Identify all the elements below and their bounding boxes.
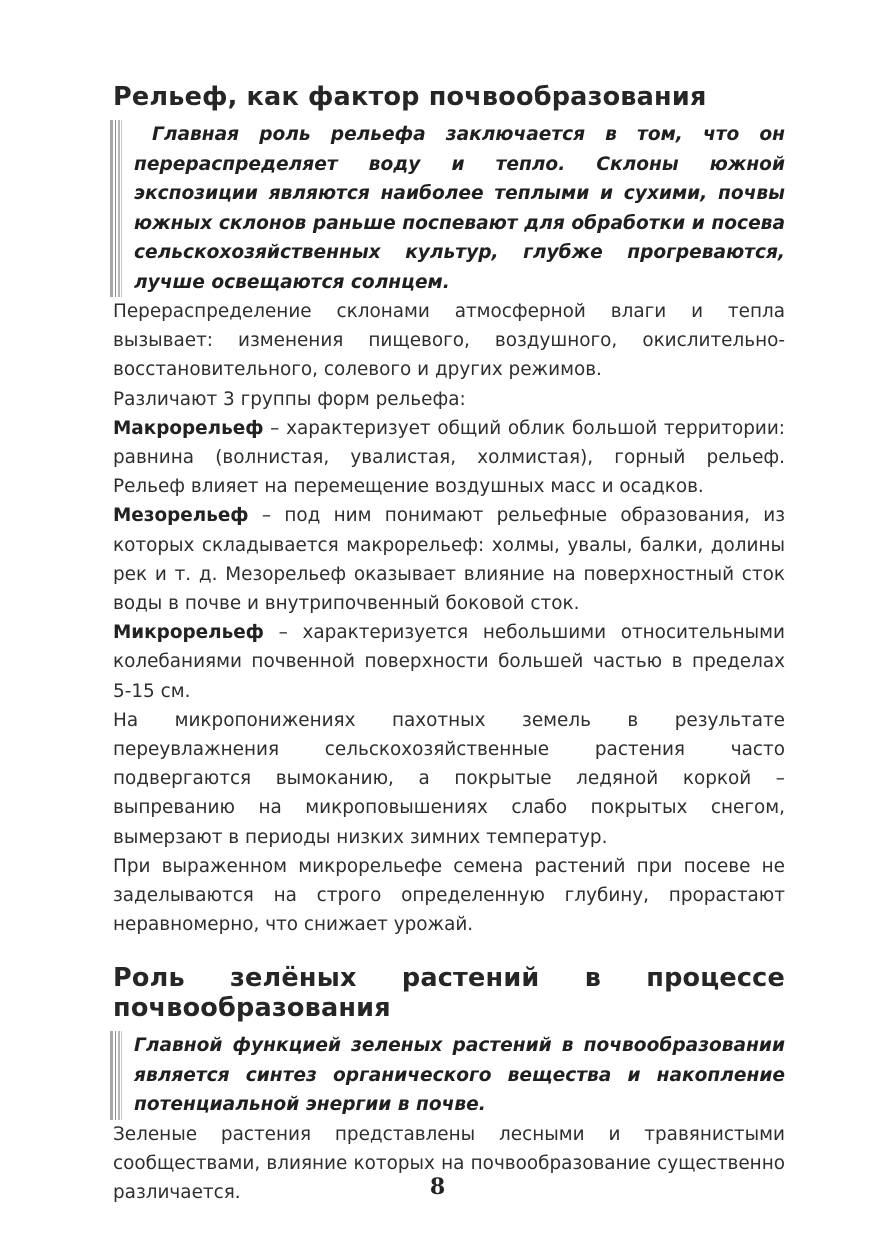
paragraph-microrelief xyxy=(113,618,785,706)
mesorelief-definition: – под ним понимают рельефные образования, из которых складывается макрорельеф: холмы, увалы, балки, долины рек и т. д. Мезорельеф оказывает влияние на поверхностный сток воды в почве и внутрипочвенный боковой сток. xyxy=(113,505,785,615)
paragraph-seeding: При выраженном микрорельефе семена растений при посеве не заделываются на строго определенную глубину, прорастают неравномерно, что снижает урожай. xyxy=(113,855,785,936)
callout-bar-decoration xyxy=(110,120,122,297)
paragraph-macrorelief xyxy=(113,414,785,502)
paragraph-mesorelief xyxy=(113,501,785,618)
macrorelief-definition: – характеризует общий облик большой территории: равнина (волнистая, увалистая, холмистая), горный рельеф. Рельеф влияет на перемещение воздушных масс и осадков. xyxy=(113,417,785,498)
paragraph-groups: Различают 3 группы форм рельефа: xyxy=(113,388,466,410)
callout-green-plants-text: Главной функцией зеленых растений в почвообразовании является синтез органического вещества и накопление потенциальной энергии в почве. xyxy=(134,1035,785,1116)
paragraph-micro-depressions: На микропонижениях пахотных земель в результате переувлажнения сельскохозяйственные растения часто подвергаются вымоканию, а покрытые ледяной коркой – выпреванию на микроповышениях слабо покрытых снегом, вымерзают в периоды низких зимних температур. xyxy=(113,709,785,848)
microrelief-definition: – характеризуется небольшими относительными колебаниями почвенной поверхности большей частью в пределах 5-15 см. xyxy=(113,622,785,702)
term-mesorelief: Мезорельеф xyxy=(113,505,249,527)
callout-bar-decoration xyxy=(110,1031,122,1120)
section-title-green-plants: Роль зелёных растений в процессе почвообразования xyxy=(113,963,785,1024)
term-macrorelief: Макрорельеф xyxy=(113,417,264,439)
callout-relief xyxy=(110,120,785,297)
paragraph-redistribution: Перераспределение склонами атмосферной влаги и тепла вызывает: изменения пищевого, воздушного, окислительно-восстановительного, солевого и других режимов. xyxy=(113,301,785,381)
paragraph-green-plants: Зеленые растения представлены лесными и травянистыми сообществами, влияние которых на почвообразование существенно различается. xyxy=(113,1123,785,1204)
page-number: 8 xyxy=(429,1174,446,1200)
page-content xyxy=(113,82,785,1208)
callout-relief-text: Главная роль рельефа заключается в том, что он перераспределяет воду и тепло. Склоны южной экспозиции являются наиболее теплыми и сухими, почвы южных склонов раньше поспевают для обработки и посева сельскохозяйственных культур, глубже прогреваются, лучше освещаются солнцем. xyxy=(134,124,785,293)
callout-green-plants xyxy=(110,1031,785,1120)
section-title-relief: Рельеф, как фактор почвообразования xyxy=(113,82,707,112)
term-microrelief: Микрорельеф xyxy=(113,622,264,644)
